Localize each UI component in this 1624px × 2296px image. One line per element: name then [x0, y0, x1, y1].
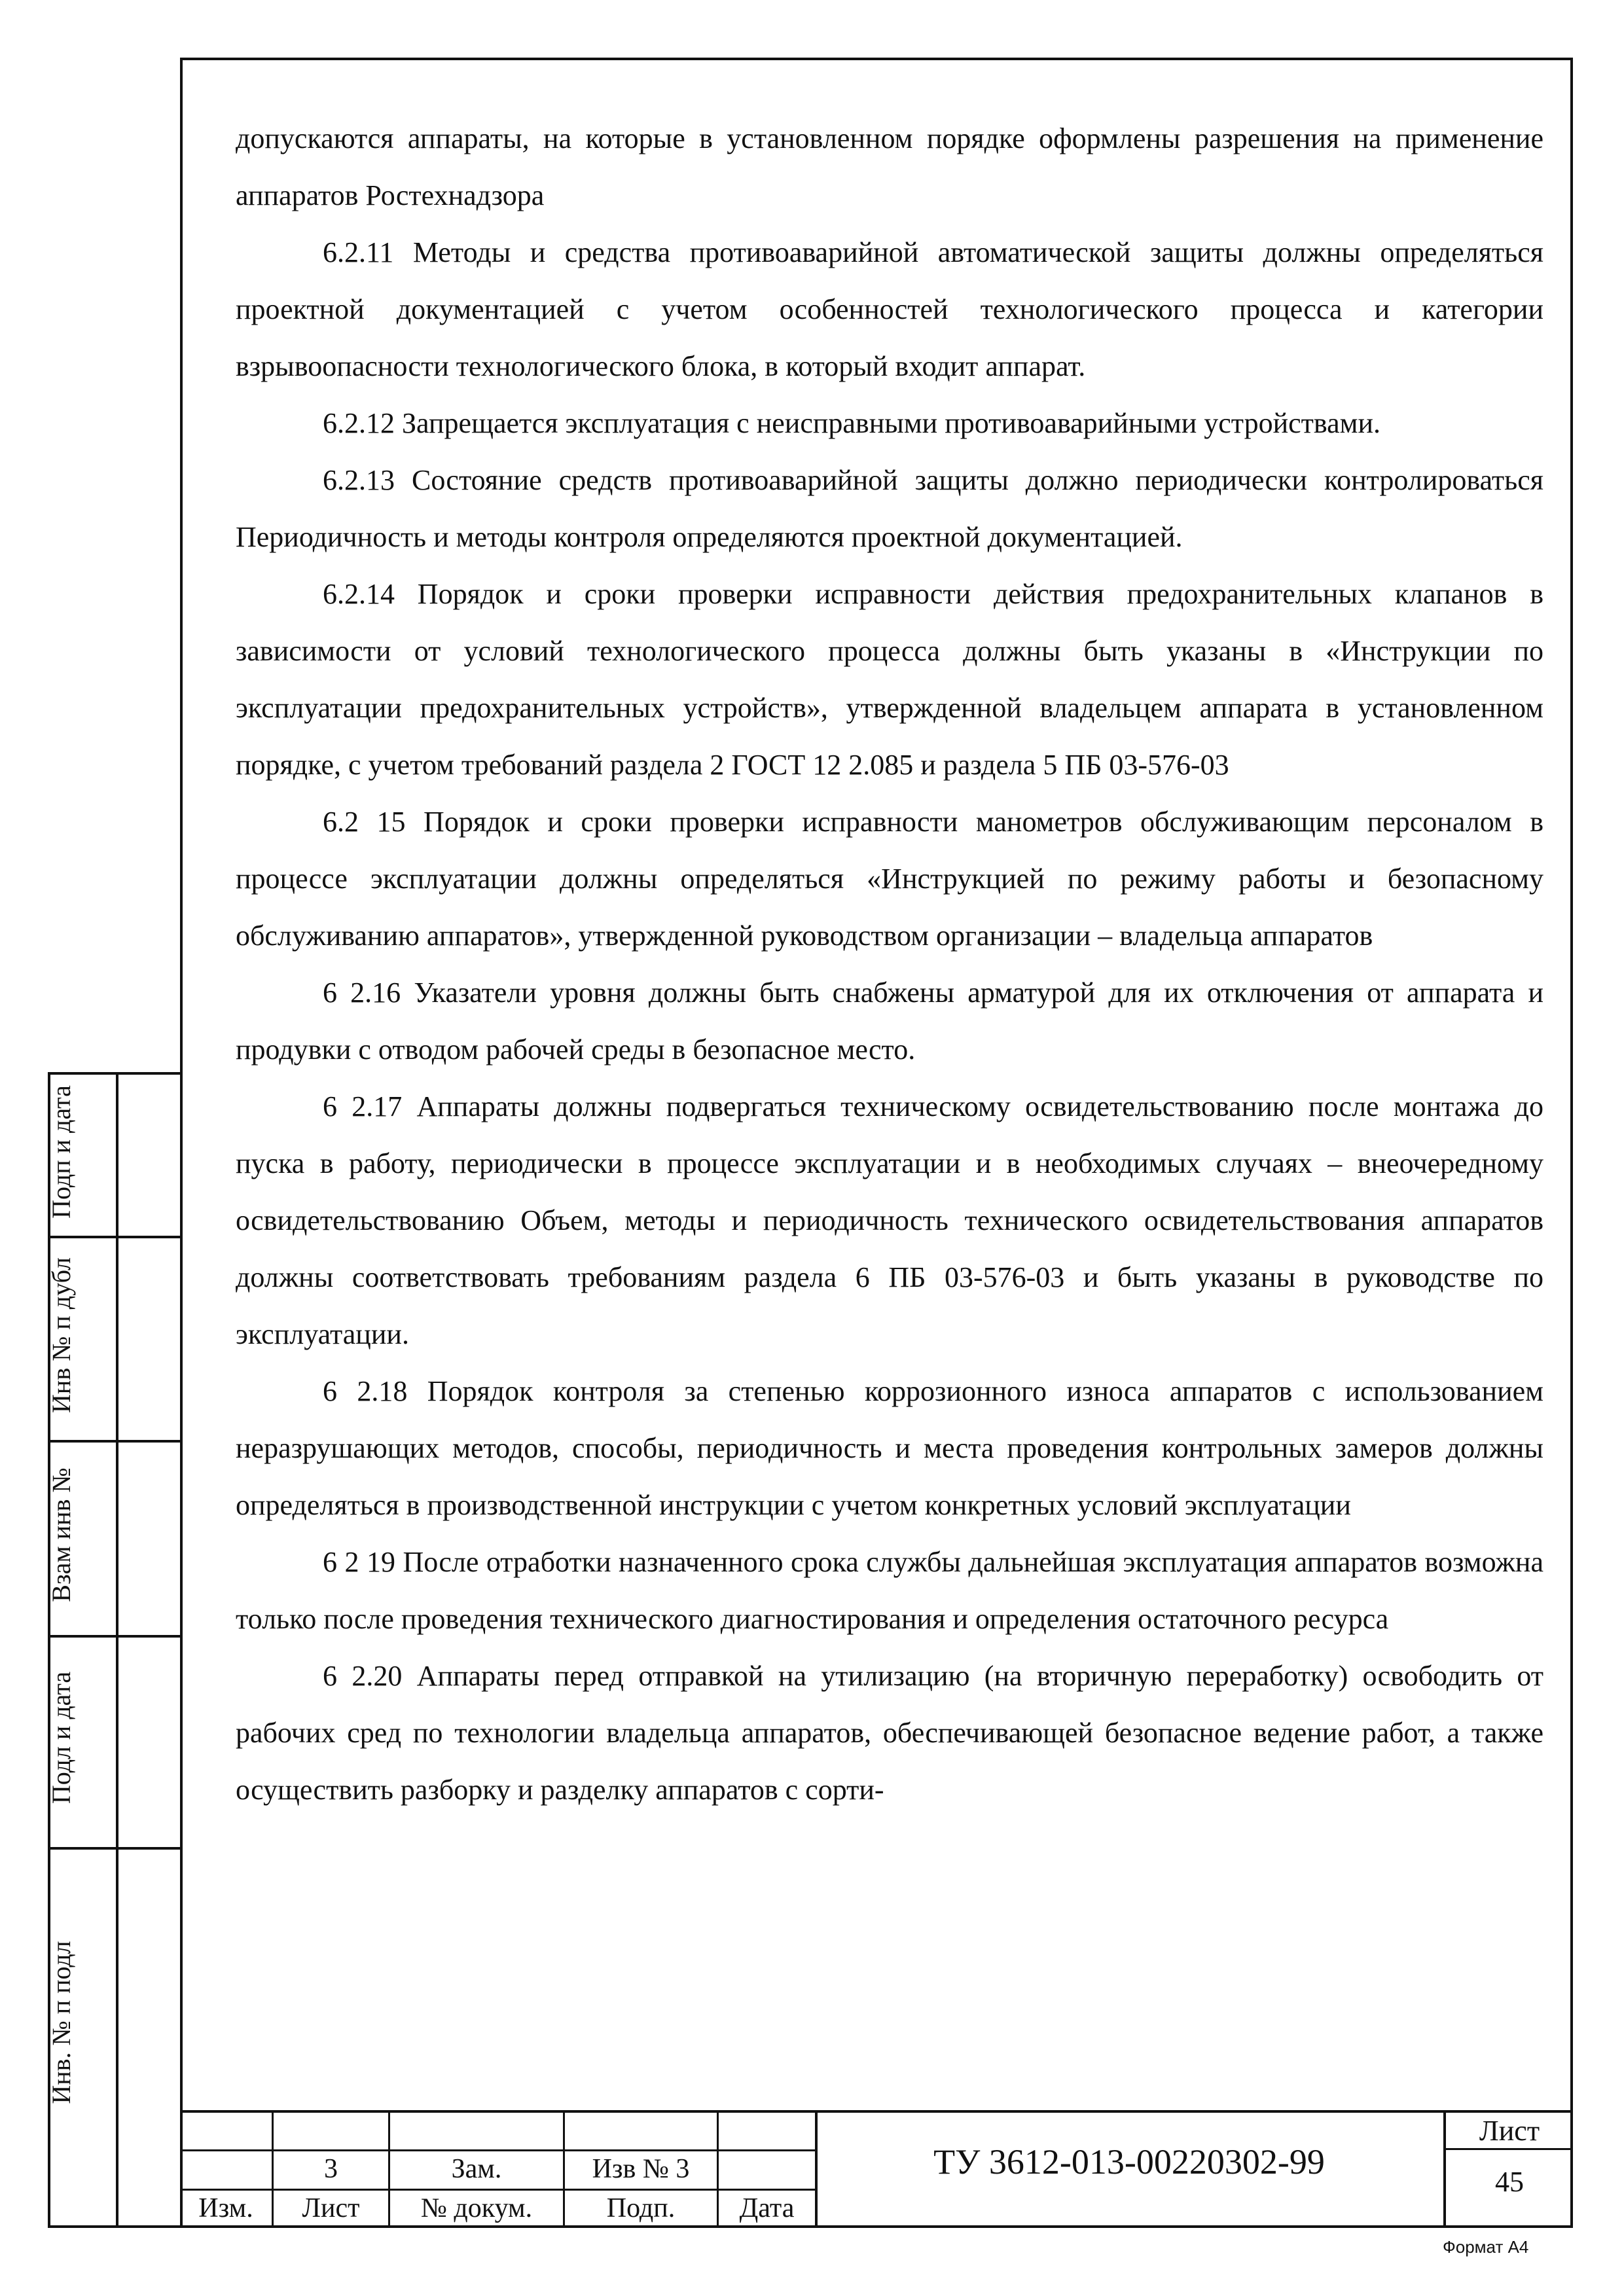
col-list-label: Лист: [302, 2193, 360, 2223]
paragraph-6-2-20: 6 2.20 Аппараты перед отправкой на утилизацию (на вторичную переработку) освободить от рабочих сред по технологии владельца аппаратов, обеспечивающей безопасное ведение работ, а также осуществить разборку и разделку аппаратов с сорти-: [236, 1660, 1543, 1806]
change-number: 3: [324, 2154, 338, 2184]
paragraph-6-2-19: 6 2 19 После отработки назначенного срока службы дальнейшая эксплуатация аппаратов возможна только после проведения технического диагностирования и определения остаточного ресурса: [236, 1546, 1543, 1635]
side-label-inv-dubl: Инв № п дубл: [46, 1257, 76, 1413]
paragraph-6-2-14: 6.2.14 Порядок и сроки проверки исправности действия предохранительных клапанов в зависимости от условий технологического процесса должны быть указаны в «Инструкции по эксплуатации предохранительных устройств», утвержденной владельцем аппарата в установленном порядке, с учетом требований раздела 2 ГОСТ 12 2.085 и раздела 5 ПБ 03-576-03: [236, 578, 1543, 781]
change-notice: Изв № 3: [592, 2154, 690, 2184]
paragraph-6-2-15: 6.2 15 Порядок и сроки проверки исправности манометров обслуживающим персоналом в процессе эксплуатации должны определяться «Инструкцией по режиму работы и безопасному обслуживанию аппаратов», утвержденной руководством организации – владельца аппаратов: [236, 806, 1543, 952]
change-type: Зам.: [451, 2154, 502, 2184]
col-podp-label: Подп.: [606, 2193, 676, 2223]
col-data-label: Дата: [739, 2193, 795, 2223]
side-divider: [50, 1847, 183, 1850]
paragraph-6-2-12: 6.2.12 Запрещается эксплуатация с неисправными противоаварийными устройствами.: [323, 407, 1380, 439]
document-body: [236, 110, 1543, 1818]
side-label-inv-podl: Инв. № п подл: [46, 1941, 76, 2104]
title-block-row-line: [180, 2149, 815, 2151]
title-block-row-line: [180, 2189, 815, 2191]
document-code: ТУ 3612-013-00220302-99: [933, 2142, 1325, 2181]
col-izm-label: Изм.: [198, 2193, 253, 2223]
title-block-col-line: [815, 2110, 818, 2228]
title-block: [180, 2110, 1573, 2228]
sheet-number: 45: [1495, 2166, 1524, 2198]
format-label: Формат А4: [1443, 2237, 1529, 2257]
paragraph-6-2-16: 6 2.16 Указатели уровня должны быть снабжены арматурой для их отключения от аппарата и продувки с отводом рабочей среды в безопасное место.: [236, 977, 1543, 1066]
sheet-cell-line: [1443, 2148, 1573, 2150]
sheet-label: Лист: [1479, 2115, 1540, 2147]
side-label-podp-data-top: Подп и дата: [46, 1085, 76, 1219]
side-label-vzam-inv: Взам инв №: [46, 1467, 76, 1602]
col-doc-label: № докум.: [420, 2193, 533, 2223]
paragraph-continued: допускаются аппараты, на которые в установленном порядке оформлены разрешения на применение аппаратов Ростехнадзора: [236, 122, 1543, 211]
paragraph-6-2-11: 6.2.11 Методы и средства противоаварийной автоматической защиты должны определяться проектной документацией с учетом особенностей технологического процесса и категории взрывоопасности технологического блока, в который входит аппарат.: [236, 236, 1543, 382]
paragraph-6-2-18: 6 2.18 Порядок контроля за степенью коррозионного износа аппаратов с использованием неразрушающих методов, способы, периодичность и места проведения контрольных замеров должны определяться в производственной инструкции с учетом конкретных условий эксплуатации: [236, 1375, 1543, 1521]
paragraph-6-2-17: 6 2.17 Аппараты должны подвергаться техническому освидетельствованию после монтажа до пуска в работу, периодически в процессе эксплуатации и в необходимых случаях – внеочередному освидетельствованию Объем, методы и периодичность технического освидетельствования аппаратов должны соответствовать требованиям раздела 6 ПБ 03-576-03 и быть указаны в руководстве по эксплуатации.: [236, 1090, 1543, 1350]
side-label-podp-data-bottom: Подл и дата: [46, 1671, 76, 1804]
paragraph-6-2-13: 6.2.13 Состояние средств противоаварийной защиты должно периодически контролироваться Периодичность и методы контроля определяются проектной документацией.: [236, 464, 1543, 553]
